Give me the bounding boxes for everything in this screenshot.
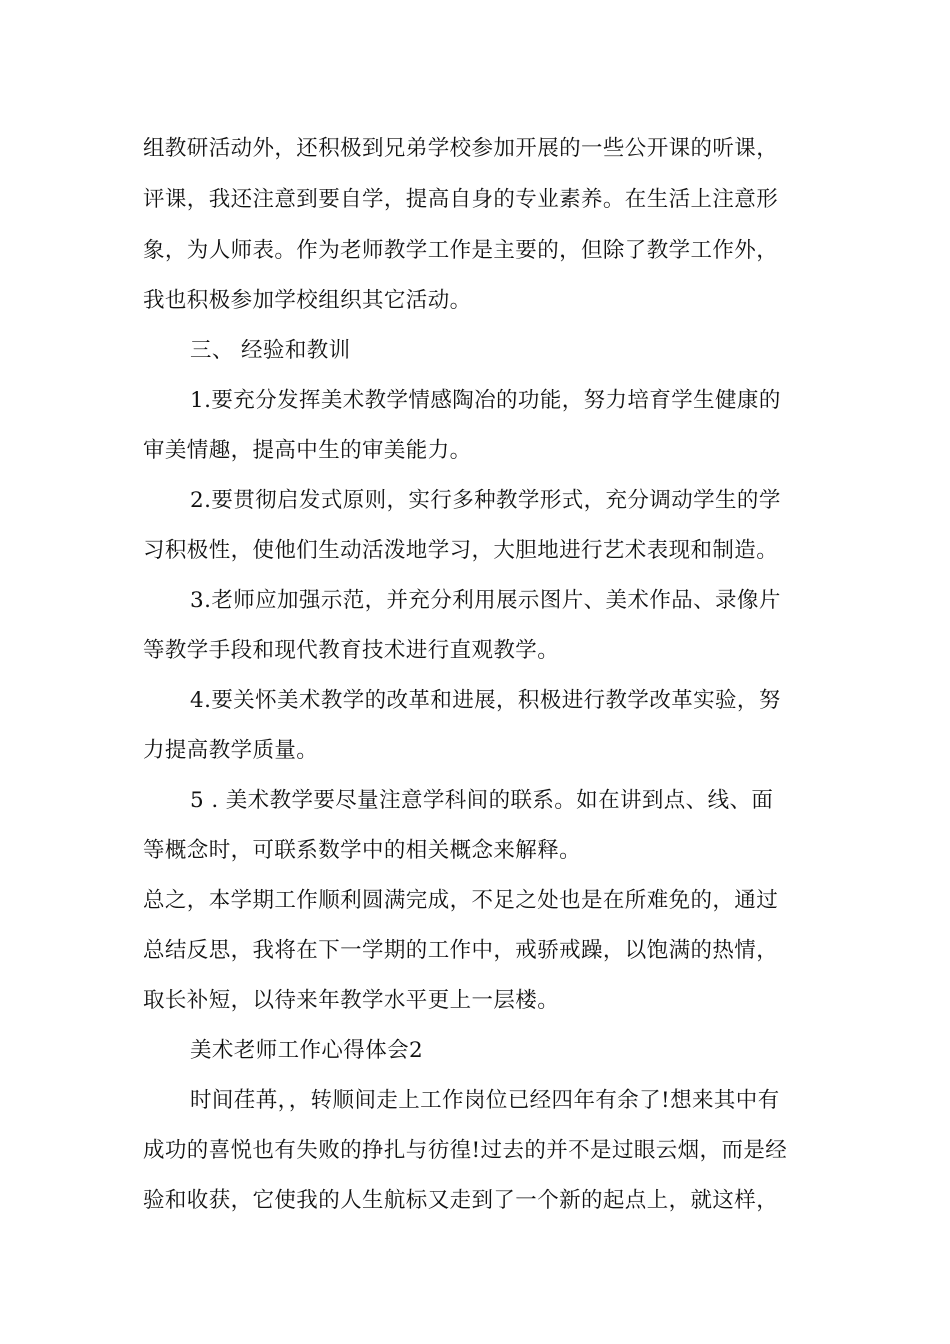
list-item-4-line-1: 4.要关怀美术教学的改革和进展，积极进行教学改革实验，努 bbox=[190, 688, 781, 713]
paragraph-line: 成功的喜悦也有失败的挣扎与彷徨!过去的并不是过眼云烟，而是经 bbox=[143, 1138, 788, 1163]
article-title: 美术老师工作心得体会2 bbox=[190, 1038, 424, 1063]
text-line: 评课，我还注意到要自学，提高自身的专业素养。在生活上注意形 bbox=[143, 187, 779, 212]
list-item-3-line-1: 3.老师应加强示范，并充分利用展示图片、美术作品、录像片 bbox=[190, 588, 781, 613]
paragraph-line: 时间荏苒，，转顺间走上工作岗位已经四年有余了!想来其中有 bbox=[190, 1088, 780, 1113]
section-heading: 三、 经验和教训 bbox=[190, 338, 351, 363]
text-line: 我也积极参加学校组织其它活动。 bbox=[143, 288, 472, 313]
list-item-4-line-2: 力提高教学质量。 bbox=[143, 738, 319, 763]
list-item-2-line-2: 习积极性，使他们生动活泼地学习，大胆地进行艺术表现和制造。 bbox=[143, 538, 779, 563]
list-item-3-line-2: 等教学手段和现代教育技术进行直观教学。 bbox=[143, 638, 560, 663]
list-item-5-line-1: 5 . 美术教学要尽量注意学科间的联系。如在讲到点、线、面 bbox=[190, 788, 774, 813]
paragraph-line: 验和收获，它使我的人生航标又走到了一个新的起点上，就这样， bbox=[143, 1188, 779, 1213]
text-line: 象，为人师表。作为老师教学工作是主要的，但除了教学工作外， bbox=[143, 238, 779, 263]
summary-line-2: 总结反思，我将在下一学期的工作中，戒骄戒躁，以饱满的热情， bbox=[143, 938, 779, 963]
list-item-1-line-2: 审美情趣，提高中生的审美能力。 bbox=[143, 438, 472, 463]
text-line: 组教研活动外，还积极到兄弟学校参加开展的一些公开课的听课， bbox=[143, 136, 779, 161]
list-item-5-line-2: 等概念时，可联系数学中的相关概念来解释。 bbox=[143, 838, 582, 863]
list-item-2-line-1: 2.要贯彻启发式原则，实行多种教学形式，充分调动学生的学 bbox=[190, 488, 781, 513]
summary-line-1: 总之，本学期工作顺利圆满完成，不足之处也是在所难免的，通过 bbox=[143, 888, 779, 913]
list-item-1-line-1: 1.要充分发挥美术教学情感陶冶的功能，努力培育学生健康的 bbox=[190, 388, 781, 413]
summary-line-3: 取长补短，以待来年教学水平更上一层楼。 bbox=[143, 988, 560, 1013]
